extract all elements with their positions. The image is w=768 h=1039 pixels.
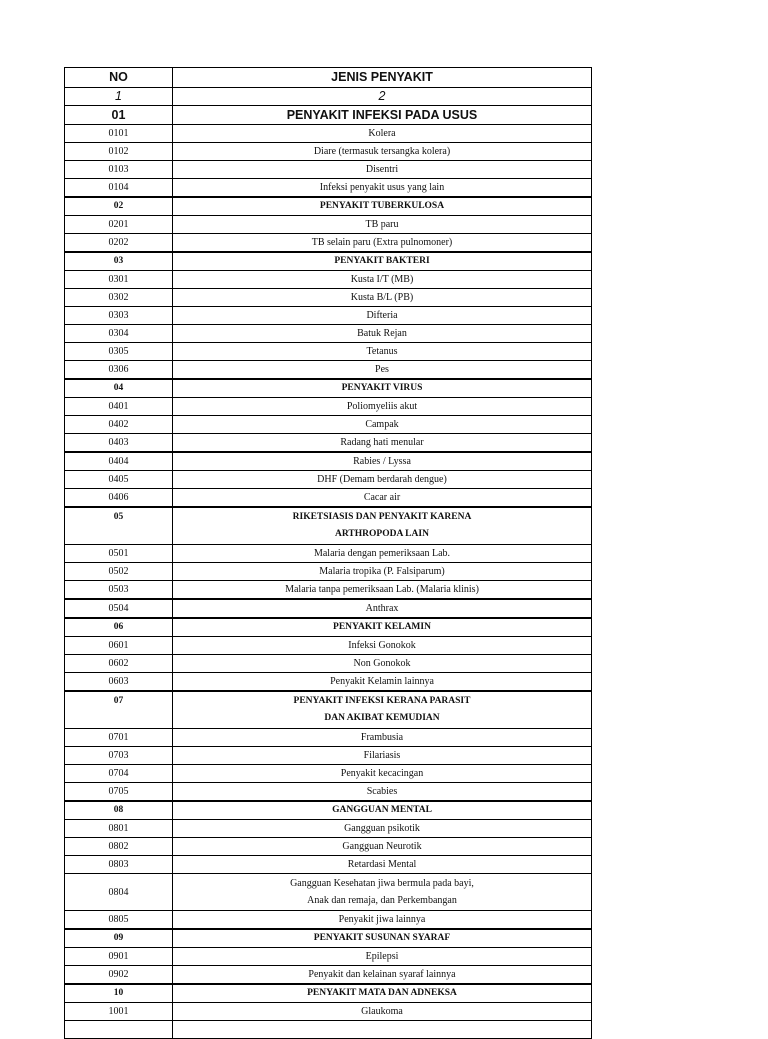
row-code: 0303	[65, 307, 173, 325]
row-disease-name: Kusta B/L (PB)	[173, 289, 592, 307]
category-row	[65, 507, 592, 545]
table-row	[65, 655, 592, 673]
row-disease-name: Infeksi penyakit usus yang lain	[173, 179, 592, 198]
table-row	[65, 179, 592, 198]
row-code: 0305	[65, 343, 173, 361]
row-disease-name: Infeksi Gonokok	[173, 637, 592, 655]
row-disease-name: Penyakit Kelamin lainnya	[173, 673, 592, 692]
table-row	[65, 783, 592, 802]
disease-table-sheet	[64, 67, 591, 1039]
table-row	[65, 1021, 592, 1039]
table-row	[65, 416, 592, 434]
category-row	[65, 106, 592, 125]
table-row	[65, 125, 592, 143]
row-code: 0502	[65, 563, 173, 581]
row-code: 0902	[65, 966, 173, 985]
row-code: 0603	[65, 673, 173, 692]
row-disease-name: Gangguan Neurotik	[173, 838, 592, 856]
row-code: 06	[65, 618, 173, 637]
table-row	[65, 143, 592, 161]
category-row	[65, 252, 592, 271]
row-code: 0703	[65, 747, 173, 765]
row-disease-name: PENYAKIT SUSUNAN SYARAF	[173, 929, 592, 948]
table-row	[65, 545, 592, 563]
row-disease-name: TB paru	[173, 216, 592, 234]
category-row	[65, 197, 592, 216]
row-code: 0701	[65, 729, 173, 747]
category-row	[65, 929, 592, 948]
row-code: 01	[65, 106, 173, 125]
row-disease-name: Poliomyeliis akut	[173, 398, 592, 416]
row-code: 07	[65, 691, 173, 729]
row-code: 0201	[65, 216, 173, 234]
row-code: 0304	[65, 325, 173, 343]
table-row	[65, 563, 592, 581]
table-subheader-row	[65, 88, 592, 106]
table-row	[65, 747, 592, 765]
row-code: 08	[65, 801, 173, 820]
row-disease-name	[173, 1021, 592, 1039]
row-code: 0101	[65, 125, 173, 143]
row-code: 0803	[65, 856, 173, 874]
table-row	[65, 1003, 592, 1021]
row-disease-name: Rabies / Lyssa	[173, 452, 592, 471]
row-disease-name: Cacar air	[173, 489, 592, 508]
table-row	[65, 289, 592, 307]
row-disease-name: Gangguan psikotik	[173, 820, 592, 838]
row-disease-name: PENYAKIT KELAMIN	[173, 618, 592, 637]
row-code: 0802	[65, 838, 173, 856]
header-jenis-penyakit: JENIS PENYAKIT	[173, 68, 592, 88]
row-code: 05	[65, 507, 173, 545]
row-code: 02	[65, 197, 173, 216]
row-code: 0306	[65, 361, 173, 380]
row-disease-name: DHF (Demam berdarah dengue)	[173, 471, 592, 489]
table-row	[65, 271, 592, 289]
row-disease-name	[173, 691, 592, 729]
row-disease-name: Non Gonokok	[173, 655, 592, 673]
category-row	[65, 691, 592, 729]
row-disease-name: Frambusia	[173, 729, 592, 747]
table-row	[65, 471, 592, 489]
table-row	[65, 452, 592, 471]
table-row	[65, 765, 592, 783]
table-row	[65, 489, 592, 508]
row-code: 0501	[65, 545, 173, 563]
row-code: 0801	[65, 820, 173, 838]
row-disease-name: Glaukoma	[173, 1003, 592, 1021]
row-code: 0103	[65, 161, 173, 179]
disease-table	[64, 67, 592, 1039]
row-disease-name: Anthrax	[173, 599, 592, 618]
subheader-no: 1	[65, 88, 173, 106]
row-disease-name: Kolera	[173, 125, 592, 143]
row-disease-name-line: Anak dan remaja, dan Perkembangan	[307, 895, 457, 906]
row-disease-name: Malaria tropika (P. Falsiparum)	[173, 563, 592, 581]
row-disease-name: Radang hati menular	[173, 434, 592, 453]
row-disease-name-line: DAN AKIBAT KEMUDIAN	[324, 713, 440, 723]
row-disease-name	[173, 874, 592, 911]
row-code: 0401	[65, 398, 173, 416]
row-disease-name: Tetanus	[173, 343, 592, 361]
header-no: NO	[65, 68, 173, 88]
table-row	[65, 161, 592, 179]
row-disease-name	[173, 507, 592, 545]
row-code: 0404	[65, 452, 173, 471]
row-code	[65, 1021, 173, 1039]
row-disease-name: Penyakit dan kelainan syaraf lainnya	[173, 966, 592, 985]
category-row	[65, 801, 592, 820]
table-row	[65, 729, 592, 747]
row-disease-name-line: PENYAKIT INFEKSI KERANA PARASIT	[293, 696, 471, 706]
row-disease-name: Epilepsi	[173, 948, 592, 966]
table-row	[65, 361, 592, 380]
table-row	[65, 673, 592, 692]
category-row	[65, 984, 592, 1003]
row-disease-name: PENYAKIT BAKTERI	[173, 252, 592, 271]
row-disease-name: Penyakit jiwa lainnya	[173, 911, 592, 930]
row-disease-name: Penyakit kecacingan	[173, 765, 592, 783]
table-row	[65, 948, 592, 966]
row-disease-name: TB selain paru (Extra pulnomoner)	[173, 234, 592, 253]
table-row	[65, 856, 592, 874]
table-row	[65, 398, 592, 416]
row-code: 0405	[65, 471, 173, 489]
row-code: 0504	[65, 599, 173, 618]
row-code: 04	[65, 379, 173, 398]
table-row	[65, 637, 592, 655]
subheader-jenis: 2	[173, 88, 592, 106]
row-disease-name: Pes	[173, 361, 592, 380]
disease-table-body	[65, 68, 592, 1039]
row-disease-name-line: Gangguan Kesehatan jiwa bermula pada bayi,	[290, 878, 474, 889]
table-row	[65, 307, 592, 325]
row-disease-name: Malaria tanpa pemeriksaan Lab. (Malaria klinis)	[173, 581, 592, 600]
row-disease-name-line: ARTHROPODA LAIN	[335, 529, 429, 539]
row-disease-name-line: RIKETSIASIS DAN PENYAKIT KARENA	[292, 512, 472, 522]
row-code: 0301	[65, 271, 173, 289]
row-code: 0602	[65, 655, 173, 673]
row-code: 0104	[65, 179, 173, 198]
table-row	[65, 325, 592, 343]
row-disease-name: PENYAKIT INFEKSI PADA USUS	[173, 106, 592, 125]
table-row	[65, 838, 592, 856]
row-disease-name: Difteria	[173, 307, 592, 325]
row-code: 0901	[65, 948, 173, 966]
row-code: 0402	[65, 416, 173, 434]
row-code: 0406	[65, 489, 173, 508]
row-code: 0302	[65, 289, 173, 307]
row-disease-name: Batuk Rejan	[173, 325, 592, 343]
row-code: 1001	[65, 1003, 173, 1021]
category-row	[65, 379, 592, 398]
table-row	[65, 434, 592, 453]
table-row	[65, 343, 592, 361]
row-disease-name: GANGGUAN MENTAL	[173, 801, 592, 820]
table-row	[65, 581, 592, 600]
row-disease-name: Diare (termasuk tersangka kolera)	[173, 143, 592, 161]
row-code: 0202	[65, 234, 173, 253]
row-disease-name: PENYAKIT MATA DAN ADNEKSA	[173, 984, 592, 1003]
row-code: 03	[65, 252, 173, 271]
category-row	[65, 618, 592, 637]
row-disease-name: Retardasi Mental	[173, 856, 592, 874]
row-code: 0704	[65, 765, 173, 783]
row-disease-name: PENYAKIT VIRUS	[173, 379, 592, 398]
row-code: 0503	[65, 581, 173, 600]
table-row	[65, 966, 592, 985]
table-row	[65, 599, 592, 618]
row-code: 09	[65, 929, 173, 948]
table-header-row	[65, 68, 592, 88]
table-row	[65, 820, 592, 838]
row-code: 0805	[65, 911, 173, 930]
table-row	[65, 216, 592, 234]
row-disease-name: Disentri	[173, 161, 592, 179]
table-row	[65, 234, 592, 253]
table-row	[65, 911, 592, 930]
table-row	[65, 874, 592, 911]
row-disease-name: Malaria dengan pemeriksaan Lab.	[173, 545, 592, 563]
row-code: 0403	[65, 434, 173, 453]
row-code: 0601	[65, 637, 173, 655]
row-disease-name: Filariasis	[173, 747, 592, 765]
row-disease-name: Scabies	[173, 783, 592, 802]
row-disease-name: PENYAKIT TUBERKULOSA	[173, 197, 592, 216]
row-code: 0705	[65, 783, 173, 802]
row-disease-name: Campak	[173, 416, 592, 434]
row-disease-name: Kusta I/T (MB)	[173, 271, 592, 289]
row-code: 0102	[65, 143, 173, 161]
row-code: 0804	[65, 874, 173, 911]
row-code: 10	[65, 984, 173, 1003]
